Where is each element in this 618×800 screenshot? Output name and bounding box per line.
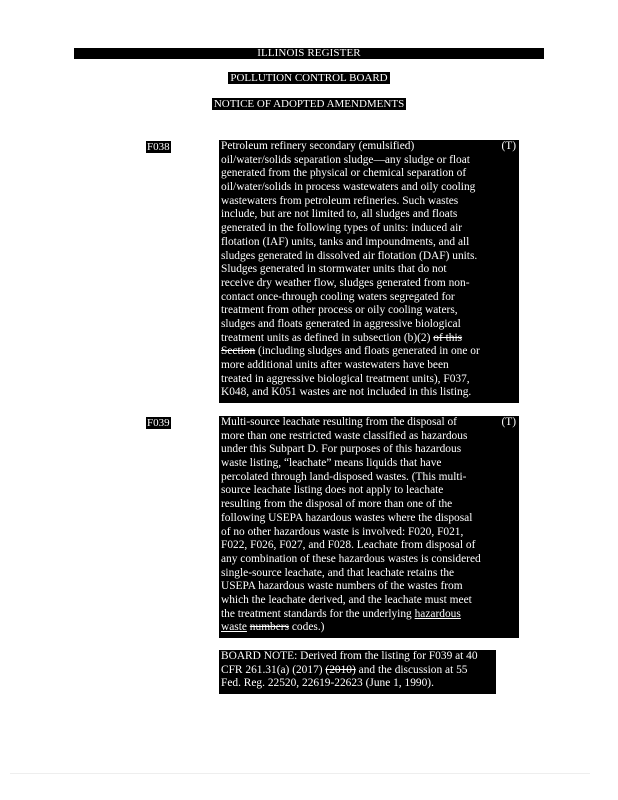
f038-line: generated from the physical or chemical separation of bbox=[221, 167, 467, 180]
f039-line: resulting from the disposal of more than one of the bbox=[221, 498, 453, 511]
f039-line: single-source leachate, and that leachate retains the bbox=[221, 566, 455, 579]
f038-struck-section: Section bbox=[221, 345, 256, 358]
f038-struck-text: of this bbox=[433, 331, 463, 344]
f039-line: under this Subpart D. For purposes of this hazardous bbox=[221, 443, 462, 456]
f038-line: Petroleum refinery secondary (emulsified) bbox=[221, 140, 415, 152]
board-title-text: POLLUTION CONTROL BOARD bbox=[230, 72, 388, 84]
f039-line: percolated through land-disposed wastes. (This multi- bbox=[221, 470, 467, 483]
f039-line-text: the treatment standards for the underlying bbox=[221, 607, 415, 620]
f039-line: of no other hazardous waste is involved: F020, F021, bbox=[221, 525, 464, 538]
waste-code-f038 bbox=[146, 141, 171, 153]
f038-description bbox=[219, 140, 519, 403]
page-bottom-divider bbox=[10, 773, 590, 774]
f038-line: contact once-through cooling waters segregated for bbox=[221, 290, 455, 303]
f038-line-text: treatment units as defined in subsection (b)(2) bbox=[221, 331, 431, 344]
notice-title bbox=[0, 98, 618, 111]
f039-description bbox=[219, 416, 519, 638]
f039-line: Multi-source leachate resulting from the disposal of bbox=[221, 416, 457, 428]
f038-line: flotation (IAF) units, tanks and impoundments, and all bbox=[221, 235, 470, 248]
f039-line: source leachate listing does not apply to leachate bbox=[221, 484, 444, 497]
board-note-line bbox=[221, 664, 494, 678]
waste-code-f039 bbox=[146, 417, 171, 429]
board-note-text-post: and the discussion at 55 bbox=[355, 663, 468, 676]
f038-line: receive dry weather flow, sludges generated from non- bbox=[221, 276, 470, 289]
f039-underlined-text: hazardous bbox=[414, 607, 461, 620]
f039-struck-numbers: numbers bbox=[249, 621, 290, 634]
register-title: ILLINOIS REGISTER bbox=[74, 48, 544, 59]
f038-line: generated in the following types of units: induced air bbox=[221, 222, 463, 235]
board-note-line: BOARD NOTE: Derived from the listing for F039 at 40 bbox=[221, 650, 478, 662]
f038-line: oil/water/solids separation sludge—any sludge or float bbox=[221, 153, 470, 166]
f039-line: which the leachate derived, and the leachate must meet bbox=[221, 593, 472, 606]
f038-line: include, but are not limited to, all sludges and floats bbox=[221, 208, 458, 221]
f038-line: sludges generated in dissolved air flotation (DAF) units. bbox=[221, 249, 478, 262]
f038-line: oil/water/solids in process wastewaters and oily cooling bbox=[221, 181, 476, 194]
f038-line: treated in aggressive biological treatment units), F037, bbox=[221, 372, 470, 385]
f039-line: waste listing, “leachate” means liquids that have bbox=[221, 457, 442, 470]
f039-underlined-waste: waste bbox=[221, 621, 247, 634]
f038-line: more additional units after wastewaters have been bbox=[221, 359, 449, 371]
waste-code-f038-text: F038 bbox=[147, 141, 170, 153]
f038-line: K048, and K051 wastes are not included in this listing. bbox=[221, 386, 472, 399]
f038-line: sludges and floats generated in aggressive biological bbox=[221, 317, 461, 330]
f039-line bbox=[221, 608, 517, 622]
f038-line: wastewaters from petroleum refineries. Such wastes bbox=[221, 194, 459, 207]
f039-line: any combination of these hazardous wastes is considered bbox=[221, 552, 481, 565]
f039-line-rest: codes.) bbox=[289, 621, 325, 634]
f039-line: following USEPA hazardous wastes where the disposal bbox=[221, 511, 473, 524]
f038-line bbox=[221, 345, 517, 359]
f039-line bbox=[221, 621, 517, 635]
f039-hazard-code: (T) bbox=[501, 416, 516, 428]
board-note-struck: (2010) bbox=[325, 663, 356, 676]
board-title bbox=[0, 72, 618, 85]
board-note-text: CFR 261.31(a) (2017) bbox=[221, 663, 326, 676]
waste-code-f039-text: F039 bbox=[147, 417, 170, 429]
f038-line-rest: (including sludges and floats generated in one or bbox=[255, 345, 480, 358]
board-note bbox=[219, 650, 496, 694]
f039-line: more than one restricted waste classified as hazardous bbox=[221, 429, 468, 442]
f039-line: USEPA hazardous waste numbers of the wastes from bbox=[221, 580, 463, 593]
f038-line: treatment from other process or oily cooling waters, bbox=[221, 304, 458, 317]
notice-title-text: NOTICE OF ADOPTED AMENDMENTS bbox=[213, 98, 405, 110]
f038-hazard-code: (T) bbox=[501, 140, 516, 152]
f038-line: Sludges generated in stormwater units that do not bbox=[221, 263, 447, 276]
f039-line: F022, F026, F027, and F028. Leachate from disposal of bbox=[221, 539, 476, 552]
f038-line-amended bbox=[221, 332, 517, 346]
board-note-line: Fed. Reg. 22520, 22619-22623 (June 1, 1990). bbox=[221, 677, 434, 690]
